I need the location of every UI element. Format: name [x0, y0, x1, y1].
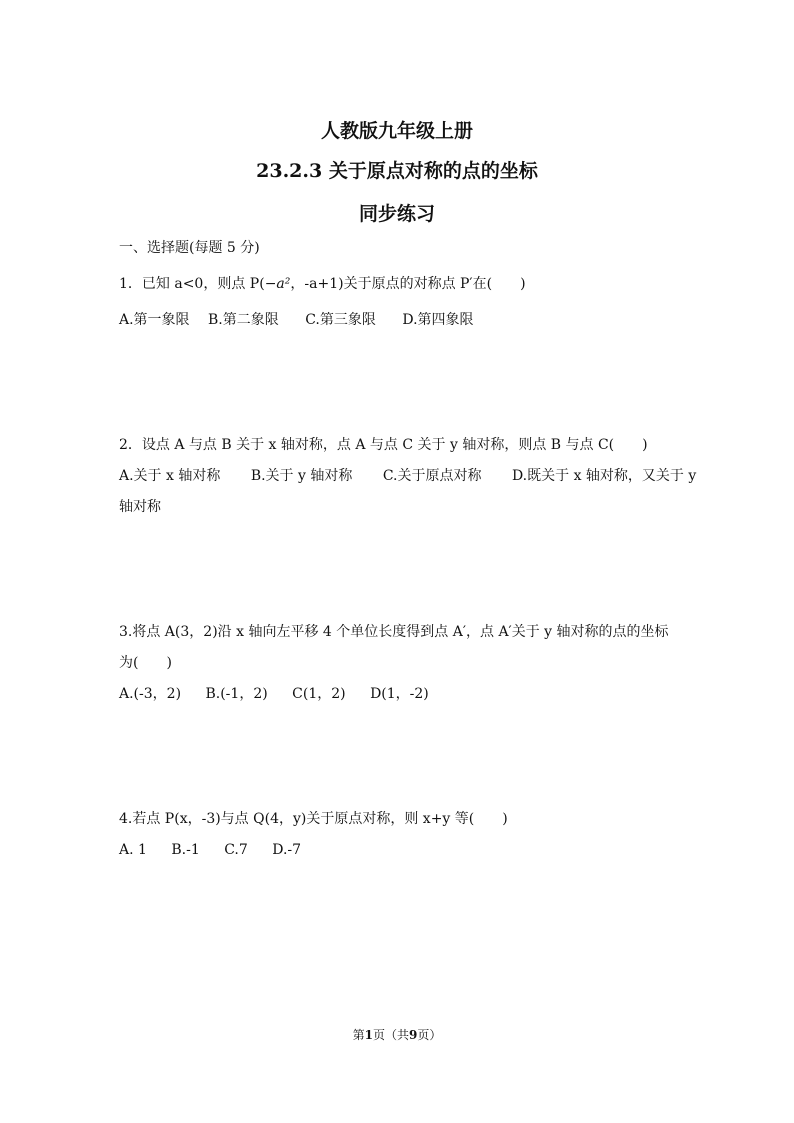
footer-suffix: 页） [417, 1028, 442, 1042]
question-3-option-c: C(1，2) [292, 686, 346, 702]
exercise-title: 同步练习 [358, 203, 435, 225]
question-2-options [119, 466, 697, 486]
question-4-option-c: C.7 [224, 842, 248, 858]
question-3-option-d: D(1，-2) [370, 686, 429, 702]
question-1-option-d: D.第四象限 [402, 312, 474, 328]
question-2-option-a: A.关于 x 轴对称 [119, 468, 221, 484]
question-2-option-d-continued: 轴对称 [119, 499, 161, 515]
question-4-option-b: B.-1 [171, 842, 200, 858]
question-4-option-a: A. 1 [119, 842, 147, 858]
question-1-stem-before: 1．已知 a<0，则点 P( [119, 276, 265, 292]
question-4-stem: 4.若点 P(x，-3)与点 Q(4，y)关于原点对称，则 x+y 等( ) [119, 811, 508, 827]
question-3-options [119, 684, 679, 704]
question-1-options [119, 310, 679, 330]
question-1-option-b: B.第二象限 [208, 312, 279, 328]
footer-prefix: 第 [352, 1028, 365, 1042]
page-footer [0, 1026, 794, 1043]
question-2-stem: 2．设点 A 与点 B 关于 x 轴对称，点 A 与点 C 关于 y 轴对称，则点 B 与点 C( ) [119, 437, 648, 453]
document-title: 人教版九年级上册 [320, 120, 473, 142]
section-heading: 一、选择题(每题 5 分) [119, 240, 260, 256]
question-4-option-d: D.-7 [272, 842, 302, 858]
lesson-title: 23.2.3 关于原点对称的点的坐标 [256, 160, 538, 182]
question-3-stem: 3.将点 A(3，2)沿 x 轴向左平移 4 个单位长度得到点 A′，点 A′关于 y 轴对称的点的坐标 [119, 624, 669, 640]
footer-middle: 页（共 [372, 1028, 409, 1042]
footer-total-pages: 9 [409, 1028, 418, 1042]
question-4-options [119, 840, 679, 860]
question-3-stem-continued: 为( ) [119, 655, 172, 671]
question-3-option-b: B.(-1，2) [205, 686, 268, 702]
question-2-option-c: C.关于原点对称 [382, 468, 482, 484]
footer-page-number: 1 [364, 1028, 373, 1042]
question-1-stem-math: −a² [264, 276, 291, 292]
question-1-stem [119, 274, 679, 294]
question-1-option-a: A.第一象限 [119, 312, 190, 328]
question-3-option-a: A.(-3，2) [119, 686, 182, 702]
question-1-option-c: C.第三象限 [305, 312, 376, 328]
question-2-option-d: D.既关于 x 轴对称，又关于 y [511, 468, 697, 484]
question-1-stem-after: ，-a+1)关于原点的对称点 P′在( ) [290, 276, 526, 292]
question-2-option-b: B.关于 y 轴对称 [250, 468, 353, 484]
